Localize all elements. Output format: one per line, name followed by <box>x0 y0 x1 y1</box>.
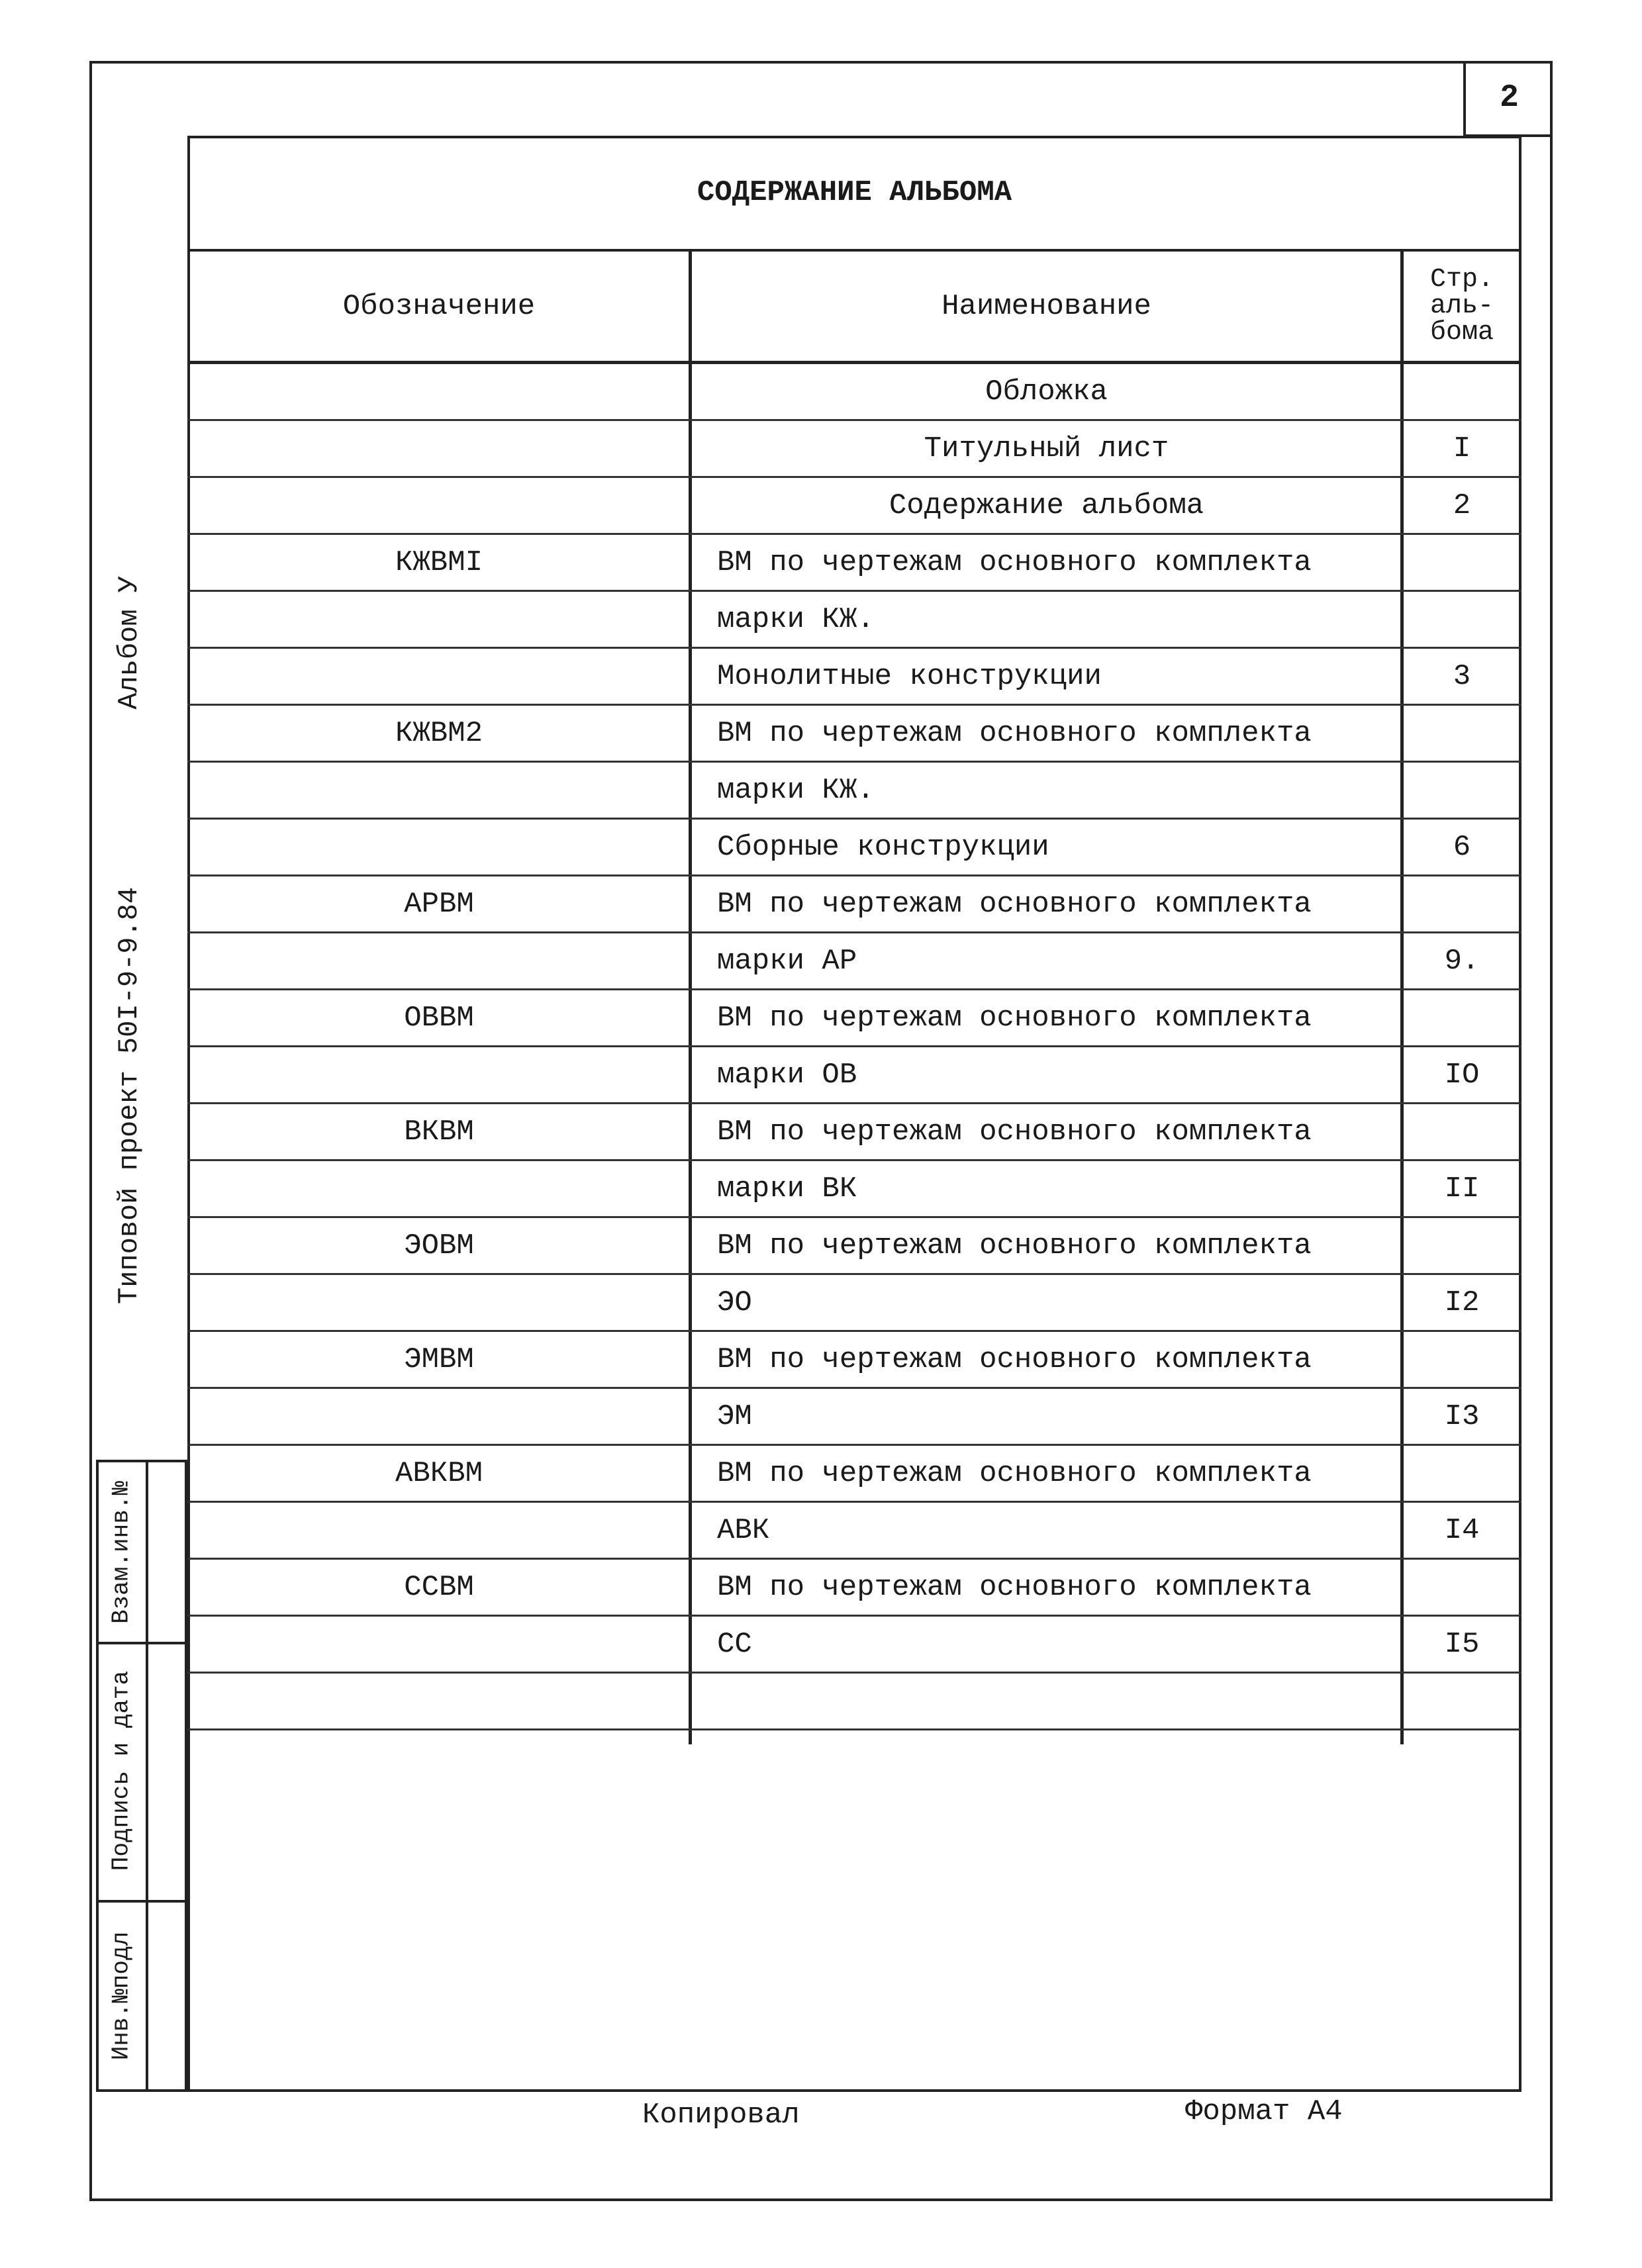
cell-designation <box>187 1503 691 1558</box>
cell-designation: КЖВМI <box>395 545 483 579</box>
table-row <box>187 1218 1521 1275</box>
cell-designation <box>187 421 691 476</box>
cell-page <box>1402 876 1521 931</box>
cell-name <box>717 1674 1399 1728</box>
table-row <box>187 1275 1521 1332</box>
table-row <box>187 1161 1521 1218</box>
cell-page: I3 <box>1444 1399 1480 1433</box>
cell-page: 3 <box>1453 659 1471 693</box>
cell-designation: ВКВМ <box>404 1115 474 1149</box>
cell-designation <box>187 364 691 419</box>
cell-page <box>1402 592 1521 647</box>
cell-designation <box>187 1617 691 1672</box>
cell-name: Содержание альбома <box>889 489 1204 522</box>
cell-page <box>1402 706 1521 761</box>
cell-page: 6 <box>1453 830 1471 864</box>
table-body <box>187 364 1521 1730</box>
cell-name: ВМ по чертежам основного комплекта <box>717 545 1312 579</box>
cell-designation <box>187 1161 691 1216</box>
stamp-signature-date: Подпись и дата <box>107 1670 135 1871</box>
cell-name: марки АР <box>717 944 857 978</box>
cell-page: 9. <box>1444 944 1480 978</box>
table-row <box>187 1104 1521 1161</box>
cell-name: Монолитные конструкции <box>717 659 1102 693</box>
cell-page <box>1402 1446 1521 1501</box>
cell-page: I <box>1453 432 1471 465</box>
spine-title <box>109 576 149 1304</box>
cell-name: ЭМ <box>717 1399 752 1433</box>
cell-name: АВК <box>717 1513 770 1547</box>
cell-page <box>1402 1218 1521 1273</box>
cell-name: СС <box>717 1627 752 1661</box>
cell-designation: КЖВМ2 <box>395 716 483 750</box>
page-number: 2 <box>1463 61 1553 137</box>
table-row <box>187 1047 1521 1104</box>
footer-format: Формат А4 <box>1185 2095 1343 2128</box>
cell-page <box>1402 1332 1521 1387</box>
cell-designation <box>187 1275 691 1330</box>
cell-name: ЭО <box>717 1286 752 1319</box>
cell-page: I2 <box>1444 1286 1480 1319</box>
table-header <box>187 252 1521 364</box>
cell-designation: АВКВМ <box>395 1456 483 1490</box>
table-row <box>187 592 1521 649</box>
stamp-divider <box>96 1900 187 1903</box>
column-header-designation: Обозначение <box>342 289 536 323</box>
cell-name: Титульный лист <box>924 432 1169 465</box>
cell-designation <box>187 1674 691 1728</box>
cell-name: Обложка <box>985 375 1108 408</box>
table-row <box>187 1674 1521 1730</box>
cell-name: ВМ по чертежам основного комплекта <box>717 1343 1312 1376</box>
table-row <box>187 763 1521 820</box>
cell-name: ВМ по чертежам основного комплекта <box>717 887 1312 921</box>
table-row <box>187 535 1521 592</box>
cell-name: ВМ по чертежам основного комплекта <box>717 1115 1312 1149</box>
cell-page: I4 <box>1444 1513 1480 1547</box>
cell-designation: ССВМ <box>404 1570 474 1604</box>
album-label: Альбом У <box>113 576 145 710</box>
cell-name: ВМ по чертежам основного комплекта <box>717 1229 1312 1262</box>
cell-designation <box>187 478 691 533</box>
cell-designation <box>187 763 691 818</box>
cell-page: I5 <box>1444 1627 1480 1661</box>
cell-name: марки КЖ. <box>717 602 875 636</box>
cell-name: ВМ по чертежам основного комплекта <box>717 1570 1312 1604</box>
cell-designation <box>187 592 691 647</box>
table-row <box>187 1503 1521 1560</box>
cell-name: ВМ по чертежам основного комплекта <box>717 716 1312 750</box>
cell-page <box>1402 364 1521 419</box>
stamp-divider <box>146 1460 148 2092</box>
table-row <box>187 421 1521 478</box>
table-row <box>187 1446 1521 1503</box>
table-row <box>187 1332 1521 1389</box>
cell-designation: АРВМ <box>404 887 474 921</box>
stamp-replace-inventory: Взам.инв.№ <box>107 1480 135 1625</box>
cell-page: 2 <box>1453 489 1471 522</box>
cell-name: марки ОВ <box>717 1058 857 1092</box>
column-header-name: Наименование <box>942 289 1151 323</box>
cell-page: IO <box>1444 1058 1480 1092</box>
table-row <box>187 990 1521 1047</box>
cell-name: ВМ по чертежам основного комплекта <box>717 1456 1312 1490</box>
cell-page <box>1402 763 1521 818</box>
footer-copied-by: Копировал <box>642 2099 800 2132</box>
table-row <box>187 478 1521 535</box>
table-row <box>187 933 1521 990</box>
cell-page <box>1402 1560 1521 1615</box>
cell-name: марки КЖ. <box>717 773 875 807</box>
table-row <box>187 876 1521 933</box>
column-header-pages: Стр. аль- бома <box>1429 264 1494 348</box>
table-row <box>187 1389 1521 1446</box>
project-code: Типовой проект 50I-9-9.84 <box>113 886 145 1304</box>
stamp-divider <box>96 1642 187 1644</box>
table-row <box>187 364 1521 421</box>
cell-name: Сборные конструкции <box>717 830 1049 864</box>
cell-name: ВМ по чертежам основного комплекта <box>717 1001 1312 1035</box>
cell-name: марки ВК <box>717 1172 857 1205</box>
table-title: СОДЕРЖАНИЕ АЛЬБОМА <box>187 136 1521 252</box>
cell-page <box>1402 1104 1521 1159</box>
cell-designation <box>187 1047 691 1102</box>
cell-designation <box>187 820 691 874</box>
cell-designation <box>187 649 691 704</box>
table-row <box>187 820 1521 876</box>
table-row <box>187 706 1521 763</box>
cell-designation: ОВВМ <box>404 1001 474 1035</box>
cell-page: II <box>1444 1172 1480 1205</box>
cell-designation: ЭОВМ <box>404 1229 474 1262</box>
table-row <box>187 1560 1521 1617</box>
cell-page <box>1402 1674 1521 1728</box>
cell-designation: ЭМВМ <box>404 1343 474 1376</box>
stamp-inventory-original: Инв.№подл <box>107 1931 135 2061</box>
table-row <box>187 1617 1521 1674</box>
cell-page <box>1402 990 1521 1045</box>
cell-page <box>1402 535 1521 590</box>
cell-designation <box>187 933 691 988</box>
table-row <box>187 649 1521 706</box>
cell-designation <box>187 1389 691 1444</box>
